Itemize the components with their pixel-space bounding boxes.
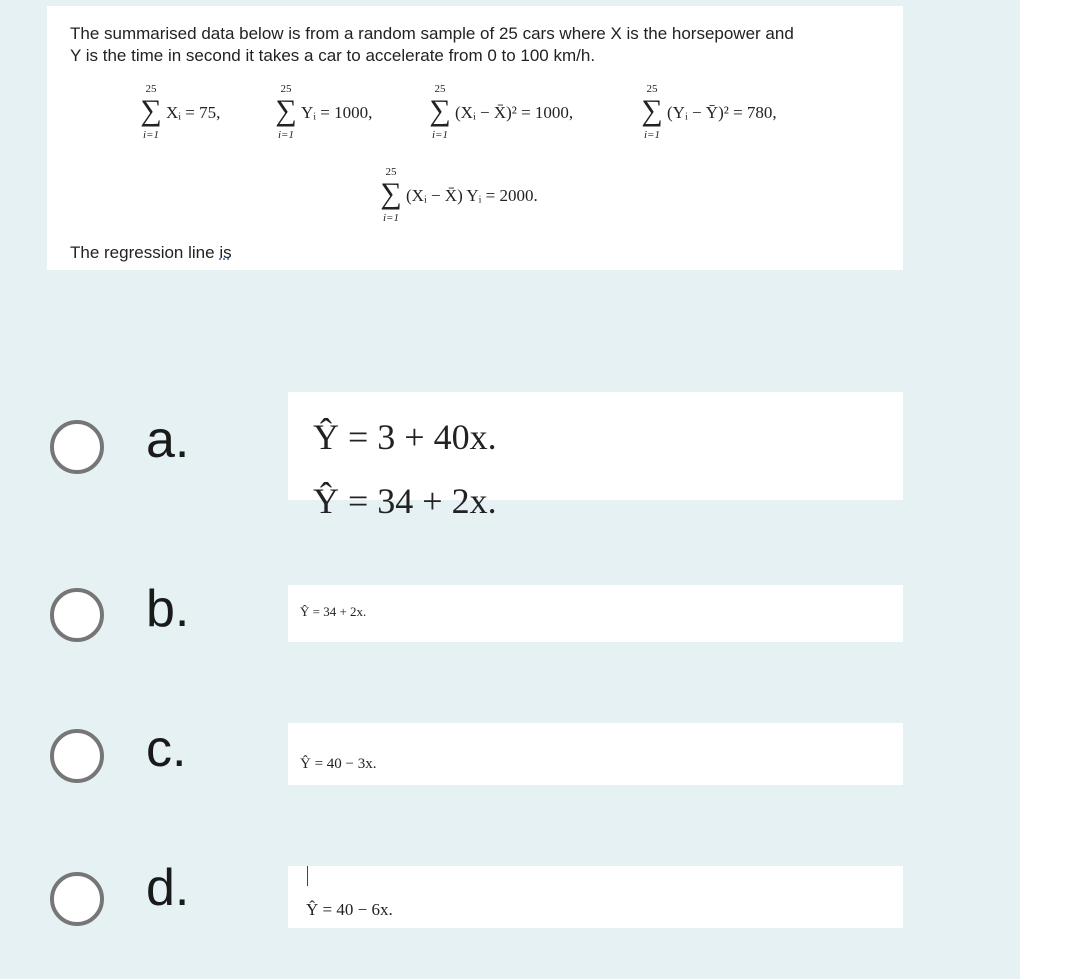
radio-option-c[interactable] bbox=[50, 729, 104, 783]
option-a-answer-box[interactable] bbox=[288, 392, 903, 521]
option-d-answer-box[interactable] bbox=[288, 866, 903, 928]
option-letter: b. bbox=[146, 580, 190, 638]
text-cursor bbox=[307, 866, 308, 886]
sum-expression: (Yᵢ − Ȳ)² = 780, bbox=[667, 103, 777, 122]
option-equation: Ŷ = 3 + 40x. bbox=[313, 417, 497, 457]
question-text bbox=[70, 23, 890, 67]
option-equation: Ŷ = 40 − 6x. bbox=[306, 900, 393, 919]
sum-lower: i=1 bbox=[278, 129, 294, 141]
sum-upper: 25 bbox=[385, 166, 397, 178]
radio-option-b[interactable] bbox=[50, 588, 104, 642]
option-letter: d. bbox=[146, 859, 190, 917]
option-c-answer-box[interactable] bbox=[288, 723, 903, 785]
option-b[interactable] bbox=[0, 580, 1020, 645]
option-c[interactable] bbox=[0, 720, 1020, 787]
option-letter: c. bbox=[146, 720, 187, 778]
sum-lower: i=1 bbox=[644, 129, 660, 141]
question-card bbox=[47, 6, 903, 270]
option-equation: Ŷ = 40 − 3x. bbox=[300, 756, 377, 772]
sigma-icon: ∑ bbox=[380, 177, 402, 210]
sum-lower: i=1 bbox=[383, 212, 399, 224]
question-line-2: Y is the time in second it takes a car to accelerate from 0 to 100 km/h. bbox=[70, 46, 596, 65]
question-line-1: The summarised data below is from a random sample of 25 cars where X is the horsepower and bbox=[70, 24, 794, 43]
sum-expression: (Xᵢ − X̄) Yᵢ = 2000. bbox=[406, 186, 538, 205]
option-d[interactable] bbox=[0, 859, 1020, 930]
regression-is-link[interactable]: is bbox=[219, 243, 232, 262]
sigma-icon: ∑ bbox=[429, 94, 451, 127]
regression-prompt bbox=[70, 243, 232, 263]
sum-lower: i=1 bbox=[143, 129, 159, 141]
sum-upper: 25 bbox=[646, 83, 658, 95]
radio-option-a[interactable] bbox=[50, 420, 104, 474]
sum-lower: i=1 bbox=[432, 129, 448, 141]
option-equation: Ŷ = 34 + 2x. bbox=[300, 604, 367, 619]
sum-upper: 25 bbox=[434, 83, 446, 95]
sigma-icon: ∑ bbox=[140, 94, 162, 127]
option-letter: a. bbox=[146, 411, 190, 469]
radio-option-d[interactable] bbox=[50, 872, 104, 926]
sigma-icon: ∑ bbox=[641, 94, 663, 127]
sum-expression: Yᵢ = 1000, bbox=[301, 103, 373, 122]
sigma-icon: ∑ bbox=[275, 94, 297, 127]
sum-expression: Xᵢ = 75, bbox=[166, 103, 221, 122]
regression-prompt-text: The regression line bbox=[70, 243, 220, 262]
sum-upper: 25 bbox=[280, 83, 292, 95]
option-b-answer-box[interactable] bbox=[288, 585, 903, 642]
option-equation-peek: Ŷ = 34 + 2x. bbox=[313, 481, 497, 521]
option-a[interactable] bbox=[0, 392, 1020, 521]
sum-upper: 25 bbox=[145, 83, 157, 95]
sum-expression: (Xᵢ − X̄)² = 1000, bbox=[455, 103, 574, 122]
